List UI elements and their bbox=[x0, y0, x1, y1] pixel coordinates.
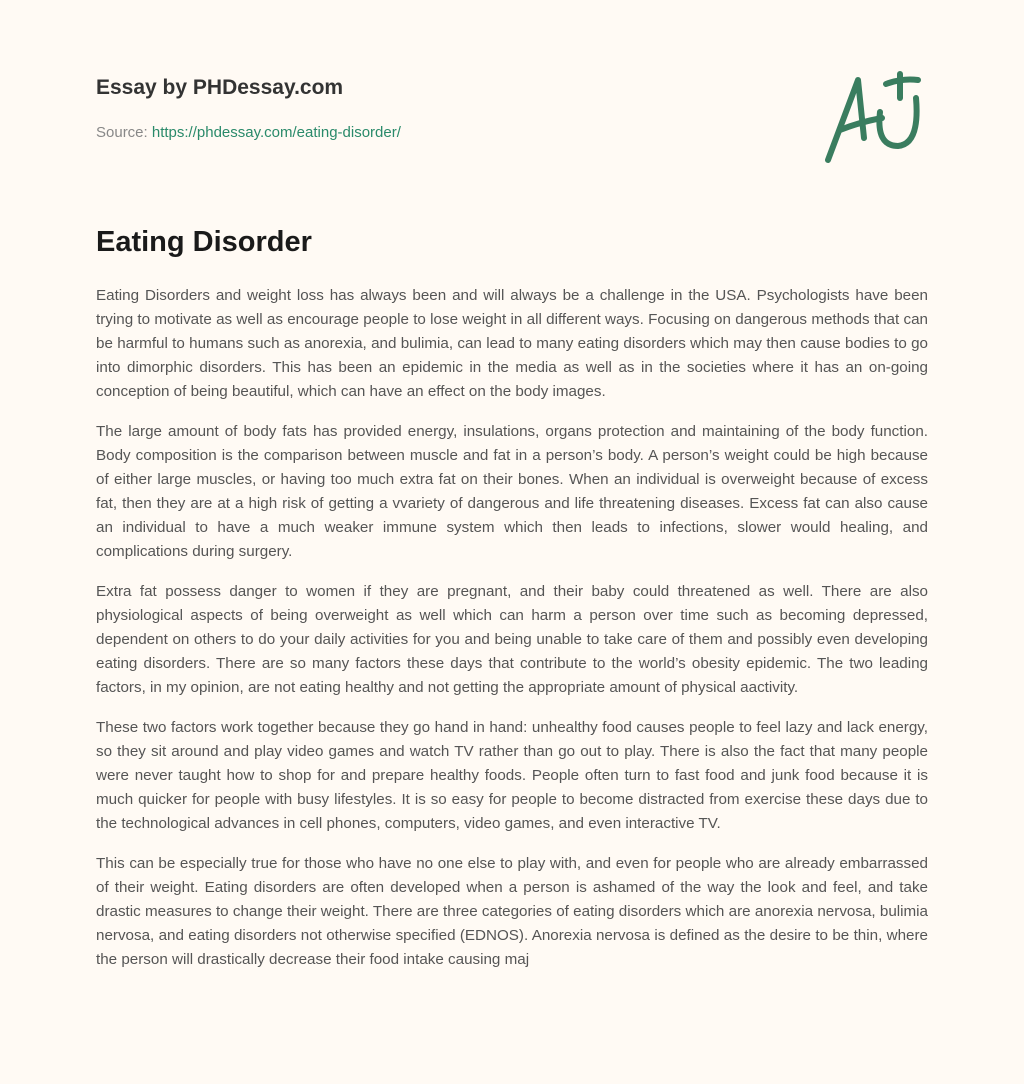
source-line bbox=[96, 124, 401, 141]
source-link[interactable]: https://phdessay.com/eating-disorder/ bbox=[151, 124, 401, 141]
essay-title: Eating Disorder bbox=[96, 226, 312, 258]
a-plus-logo-icon bbox=[820, 68, 930, 168]
essay-paragraph: Eating Disorders and weight loss has always been and will always be a challenge in the USA. Psychologists have been trying to motivate as well as encourage people to lose weight in all different ways. Focusing on dangerous methods that can be harmful to humans such as anorexia, and bulimia, can lead to many eating disorders which may then cause bodies to go into dimorphic disorders. This has been an epidemic in the media as well as in the societies where it has an on-going conception of being beautiful, which can have an effect on the body images. bbox=[96, 287, 928, 400]
essay-paragraph: These two factors work together because they go hand in hand: unhealthy food causes people to feel lazy and lack energy, so they sit around and play video games and watch TV rather than go out to play. There is also the fact that many people were never taught how to shop for and prepare healthy foods. People often turn to fast food and junk food because it is much quicker for people with busy lifestyles. It is so easy for people to become distracted from exercise these days due to the technological advances in cell phones, computers, video games, and even interactive TV. bbox=[96, 719, 928, 832]
essay-paragraph: Extra fat possess danger to women if they are pregnant, and their baby could threatened as well. There are also physiological aspects of being overweight as well which can harm a person over time such as becoming depressed, dependent on others to do your daily activities for you and being unable to take care of them and possibly even developing eating disorders. There are so many factors these days that contribute to the world’s obesity epidemic. The two leading factors, in my opinion, are not eating healthy and not getting the appropriate amount of physical aactivity. bbox=[96, 583, 928, 696]
source-label: Source: bbox=[96, 124, 148, 141]
essay-body bbox=[96, 284, 928, 988]
essay-paragraph: This can be especially true for those who have no one else to play with, and even for people who are already embarrassed of their weight. Eating disorders are often developed when a person is ashamed of the way the look and feel, and take drastic measures to change their weight. There are three categories of eating disorders which are anorexia nervosa, bulimia nervosa, and eating disorders not otherwise specified (EDNOS). Anorexia nervosa is defined as the desire to be thin, where the person will drastically decrease their food intake causing maj bbox=[96, 855, 928, 968]
site-brand: Essay by PHDessay.com bbox=[96, 76, 344, 99]
essay-paragraph: The large amount of body fats has provided energy, insulations, organs protection and maintaining of the body function. Body composition is the comparison between muscle and fat in a person’s body. A person’s weight could be high because of either large muscles, or having too much extra fat on their bones. When an individual is overweight because of excess fat, then they are at a high risk of getting a vvariety of dangerous and life threatening diseases. Excess fat can also cause an individual to have a much weaker immune system which then leads to infections, slower would healing, and complications during surgery. bbox=[96, 423, 928, 560]
